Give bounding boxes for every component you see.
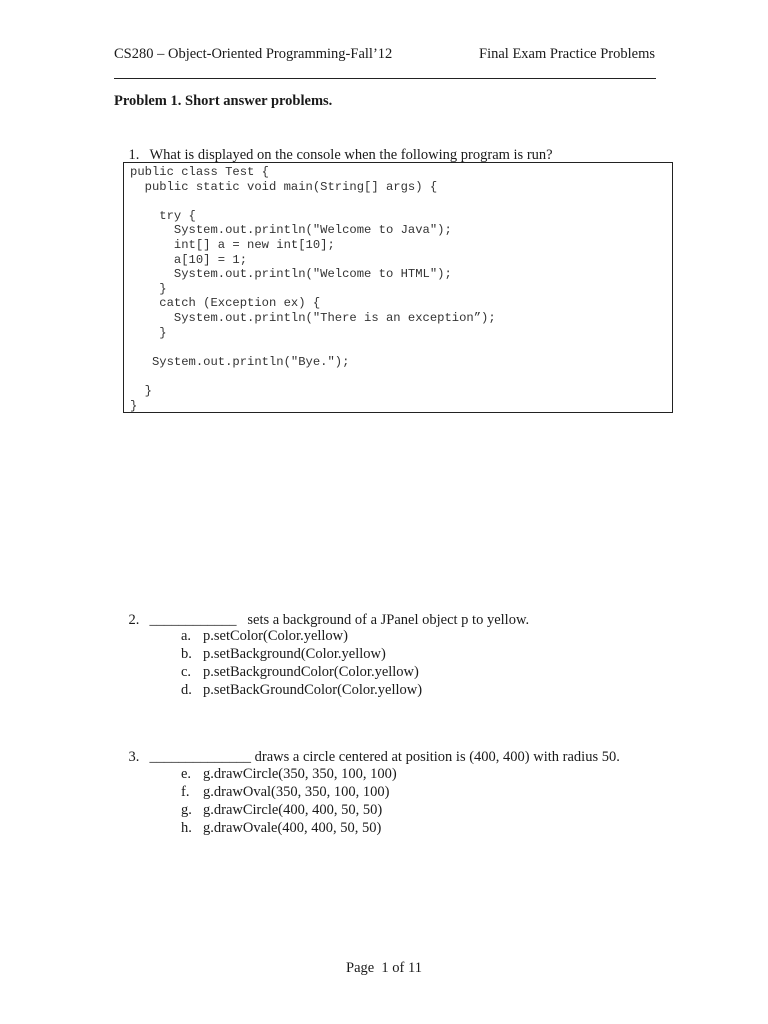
code-line: int[] a = new int[10]; <box>130 237 335 252</box>
document-title: Final Exam Practice Problems <box>479 46 655 62</box>
code-line: System.out.println("There is an exception”); <box>130 310 496 325</box>
code-line: } <box>130 383 152 398</box>
answer-option <box>181 627 422 645</box>
answer-option <box>181 801 397 819</box>
option-letter: e. <box>181 766 192 782</box>
option-letter: h. <box>181 820 192 836</box>
answer-option <box>181 783 397 801</box>
question-text: ______________ draws a circle centered at position is (400, 400) with radius 50. <box>149 749 620 765</box>
code-line: a[10] = 1; <box>130 252 248 267</box>
option-text: g.drawCircle(400, 400, 50, 50) <box>203 802 383 818</box>
option-text: p.setColor(Color.yellow) <box>203 628 348 644</box>
option-letter: b. <box>181 646 192 662</box>
code-line: try { <box>130 208 196 223</box>
question-text: ____________ sets a background of a JPanel object p to yellow. <box>149 612 530 628</box>
option-letter: f. <box>181 784 190 800</box>
option-text: p.setBackGroundColor(Color.yellow) <box>203 682 423 698</box>
answer-option <box>181 819 397 837</box>
option-letter: a. <box>181 628 192 644</box>
page-number: Page 1 of 11 <box>346 960 422 976</box>
course-title: CS280 – Object-Oriented Programming-Fall’12 <box>114 46 393 62</box>
answer-option <box>181 765 397 783</box>
code-line <box>130 369 672 384</box>
option-text: g.drawCircle(350, 350, 100, 100) <box>203 766 397 782</box>
code-line: } <box>130 281 167 296</box>
code-line: System.out.println("Bye."); <box>130 354 350 369</box>
question-number: 3. <box>128 749 140 765</box>
question-text: What is displayed on the console when the following program is run? <box>149 147 553 163</box>
question-number: 2. <box>128 612 140 628</box>
page-footer <box>0 960 768 977</box>
answer-options-3 <box>181 765 397 837</box>
option-text: p.setBackgroundColor(Color.yellow) <box>203 664 419 680</box>
problem-heading: Problem 1. Short answer problems. <box>114 93 333 109</box>
option-letter: c. <box>181 664 192 680</box>
option-text: g.drawOvale(400, 400, 50, 50) <box>203 820 382 836</box>
code-line: System.out.println("Welcome to HTML"); <box>130 267 452 282</box>
code-line: } <box>130 325 167 340</box>
answer-option <box>181 681 422 699</box>
header-divider <box>114 78 656 79</box>
question-number: 1. <box>128 147 140 163</box>
code-line: public static void main(String[] args) { <box>130 179 438 194</box>
option-text: p.setBackground(Color.yellow) <box>203 646 386 662</box>
code-line: public class Test { <box>130 165 269 179</box>
code-line: System.out.println("Welcome to Java"); <box>130 223 452 238</box>
code-line <box>130 340 672 355</box>
code-line: catch (Exception ex) { <box>130 296 321 311</box>
answer-options-2 <box>181 627 422 699</box>
code-line: } <box>130 398 138 413</box>
option-text: g.drawOval(350, 350, 100, 100) <box>203 784 390 800</box>
option-letter: d. <box>181 682 192 698</box>
option-letter: g. <box>181 802 192 818</box>
code-line <box>130 194 672 209</box>
answer-option <box>181 663 422 681</box>
answer-option <box>181 645 422 663</box>
code-listing <box>123 162 673 413</box>
